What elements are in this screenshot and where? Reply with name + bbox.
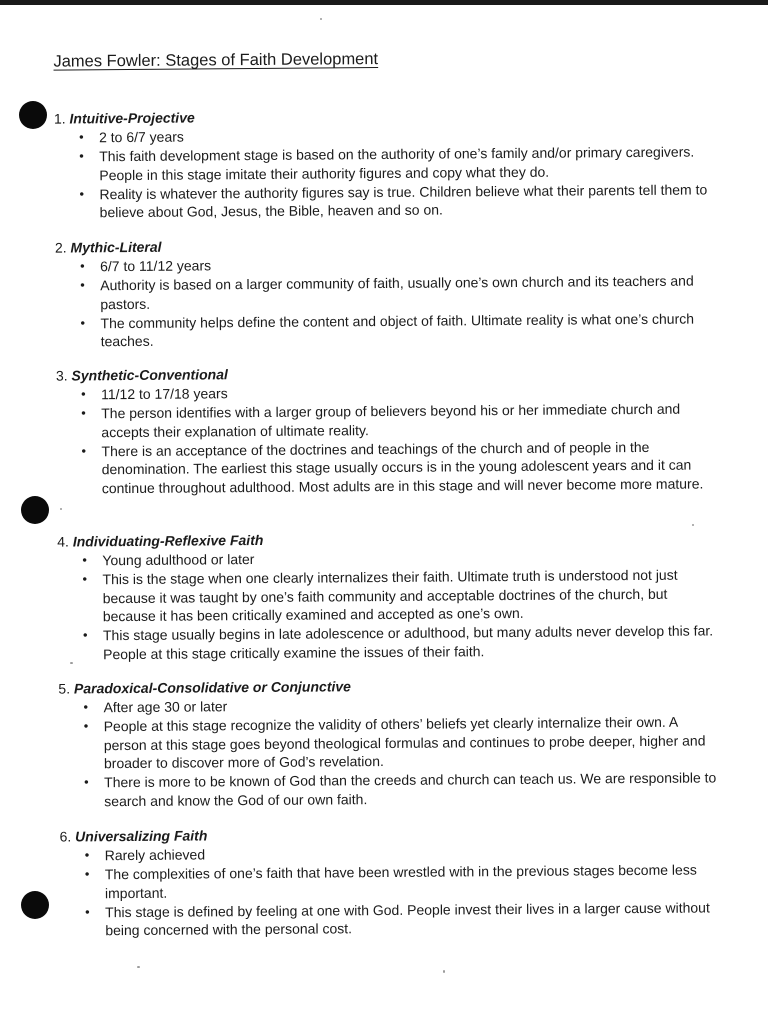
stage-section [59,822,720,940]
stage-section [58,674,719,811]
bullet-list [56,380,717,497]
stage-name: Mythic-Literal [70,238,162,256]
bullet-item: • Reality is whatever the authority figures say is true. Children believe what their parents tell them to believe about God, Jesus, the Bible, heaven and so on. [99,180,714,222]
bullet-item: • 6/7 to 11/12 years [100,252,715,275]
bullet-item: • After age 30 or later [103,693,718,716]
bullet-list [55,252,716,351]
bullet-item: • The complexities of one’s faith that have been wrestled with in the previous stages become less important. [105,860,720,902]
bullet-list [60,841,721,940]
stage-name: Individuating-Reflexive Faith [72,531,264,550]
bullet-item: • People at this stage recognize the validity of others’ beliefs yet clearly internalize their own. A person at this stage goes beyond theological formulas and continues to probe deeper, higher and broader to discover more of God’s revelation. [104,712,719,772]
bullet-item: • The community helps define the content and object of faith. Ultimate reality is what one’s church teaches. [100,309,715,351]
document-title: James Fowler: Stages of Faith Development [53,50,379,71]
bullet-item: • This stage is defined by feeling at one with God. People invest their lives in a larger cause without being concerned with the personal cost. [105,898,720,940]
stage-name: Intuitive-Projective [69,109,195,127]
stage-number: 4. [57,533,69,550]
stage-section [55,233,716,351]
stage-number: 6. [59,828,72,845]
bullet-list [58,693,719,810]
bullet-item: • Young adulthood or later [102,546,717,569]
stage-number: 5. [58,680,71,697]
stage-name: Universalizing Faith [75,827,208,845]
bullet-item: • Authority is based on a larger community of faith, usually one’s own church and its teachers and pastors. [100,271,715,313]
stage-number: 2. [54,239,67,256]
stage-number: 1. [53,110,66,127]
bullet-item: • There is an acceptance of the doctrines and teachings of the church and of people in the denomination. The earliest this stage usually occurs is in the young adolescent years and it can continue throughout adulthood. Most adults are in this stage and will never become more mature. [101,437,716,497]
bullet-list [57,546,718,663]
bullet-item: • This faith development stage is based on the authority of one’s family and/or primary caregivers. People in this stage imitate their authority figures and copy what they do. [99,142,714,184]
bullet-item: • There is more to be known of God than the creeds and church can teach us. We are responsible to search and know the God of our own faith. [104,768,719,810]
bullet-list [54,123,715,222]
bullet-item: • This stage usually begins in late adolescence or adulthood, but many adults never develop this far. People at this stage critically examine the issues of their faith. [103,621,718,663]
stage-name: Paradoxical-Consolidative or Conjunctive [73,678,351,697]
bullet-item: • 11/12 to 17/18 years [101,380,716,403]
stage-number: 3. [55,367,68,384]
stage-section [54,104,715,222]
bullet-item: • Rarely achieved [105,841,720,864]
bullet-item: • This is the stage when one clearly internalizes their faith. Ultimate truth is understood not just because it was taught by one’s faith community and acceptable doctrines of the church, but because it has been critically examined and accepted as one’s own. [102,565,717,625]
stage-section [56,361,717,498]
stage-name: Synthetic-Conventional [71,366,228,384]
bullet-item: • The person identifies with a larger group of believers beyond his or her immediate church and accepts their explanation of ultimate reality. [101,399,716,441]
bullet-item: • 2 to 6/7 years [99,123,714,146]
stage-section [57,527,718,664]
